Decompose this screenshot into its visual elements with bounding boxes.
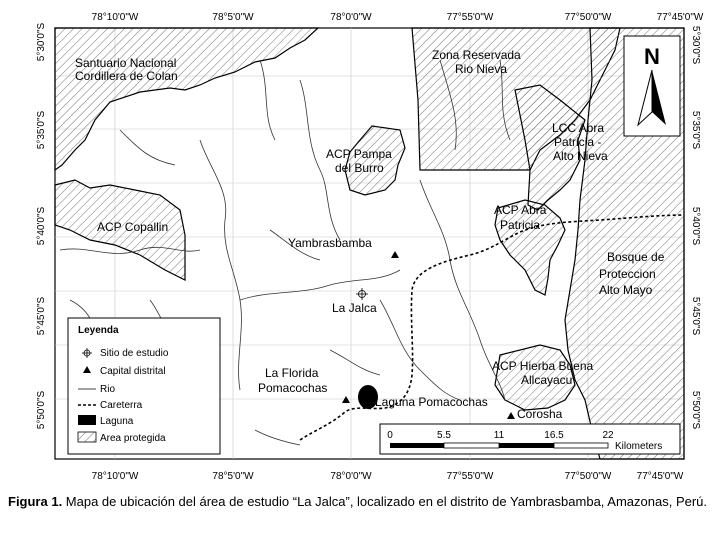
scale-tick-label: 22 [602, 430, 614, 441]
label-pampa-2: del Burro [335, 161, 384, 175]
legend-label-road: Careterra [100, 400, 143, 411]
scale-tick-label: 11 [493, 430, 505, 441]
label-hierba-2: Allcayacu [521, 373, 573, 387]
right-latitude-label: 5°40'0"S [690, 206, 701, 246]
legend-title: Leyenda [78, 325, 119, 336]
label-bosque-3: Alto Mayo [599, 283, 653, 297]
legend-label-river: Rio [100, 384, 116, 395]
bottom-longitude-label: 77°50'0"W [564, 471, 612, 482]
label-lcc-3: Alto Nieva [553, 149, 608, 163]
legend [68, 318, 220, 454]
scale-tick-label: 5.5 [437, 430, 451, 441]
label-copallin: ACP Copallin [97, 220, 169, 234]
label-la-florida-2: Pomacochas [258, 381, 328, 395]
label-laguna-pomacochas: Laguna Pomacochas [375, 395, 488, 409]
scale-unit-label: Kilometers [615, 441, 663, 452]
label-pampa-1: ACP Pampa [326, 147, 392, 161]
label-abra-1: ACP Abra [494, 203, 547, 217]
top-longitude-label: 77°55'0"W [446, 12, 494, 23]
left-latitude-label: 5°45'0"S [36, 296, 47, 336]
label-hierba-1: ACP Hierba Buena [492, 359, 594, 373]
north-arrow [624, 36, 680, 136]
north-arrow-letter: N [644, 44, 660, 69]
left-latitude-label: 5°50'0"S [36, 390, 47, 430]
bottom-longitude-label: 78°0'0"W [330, 471, 372, 482]
label-bosque-2: Proteccion [599, 267, 656, 281]
legend-label-lake: Laguna [100, 416, 134, 427]
label-la-florida-1: La Florida [265, 366, 319, 380]
bottom-longitude-label: 78°10'0"W [91, 471, 139, 482]
bottom-longitude-label: 77°45'0"W [636, 471, 684, 482]
right-latitude-label: 5°35'0"S [690, 110, 701, 150]
label-nieva-1: Zona Reservada [432, 48, 521, 62]
left-latitude-label: 5°35'0"S [36, 110, 47, 150]
legend-label-protected-area: Area protegida [100, 433, 166, 444]
scale-tick-label: 16.5 [544, 430, 564, 441]
label-colan-2: Cordillera de Colan [75, 69, 178, 83]
label-bosque-1: Bosque de [607, 250, 665, 264]
scale-tick-label: 0 [387, 430, 393, 441]
label-nieva-2: Rio Nieva [455, 62, 508, 76]
scale-segment [554, 443, 608, 448]
label-lcc-2: Patricia - [554, 135, 602, 149]
top-longitude-label: 77°45'0"W [656, 12, 704, 23]
left-latitude-label: 5°40'0"S [36, 206, 47, 246]
legend-label-study-site: Sitio de estudio [100, 348, 169, 359]
scale-segment [390, 443, 444, 448]
scale-segment [499, 443, 554, 448]
label-abra-2: Patricia [500, 218, 541, 232]
right-latitude-label: 5°45'0"S [690, 296, 701, 336]
caption-text: Mapa de ubicación del área de estudio “La Jalca”, localizado en el distrito de Yambrasbamba, Amazonas, Perú. [62, 494, 708, 509]
scale-bar [380, 424, 680, 454]
right-latitude-label: 5°50'0"S [690, 390, 701, 430]
right-latitude-label: 5°30'0"S [690, 25, 701, 65]
bottom-longitude-label: 78°5'0"W [212, 471, 254, 482]
top-longitude-label: 78°10'0"W [91, 12, 139, 23]
label-corosha: Corosha [517, 407, 563, 421]
top-longitude-label: 78°5'0"W [212, 12, 254, 23]
label-la-jalca: La Jalca [332, 301, 377, 315]
label-yambrasbamba: Yambrasbamba [288, 236, 372, 250]
label-colan-1: Santuario Nacional [75, 56, 177, 70]
top-longitude-label: 78°0'0"W [330, 12, 372, 23]
legend-label-capital: Capital distrital [100, 366, 166, 377]
legend-lake-icon [78, 415, 96, 425]
figure-caption [8, 493, 708, 510]
left-latitude-label: 5°30'0"S [36, 22, 47, 62]
scale-segment [444, 443, 499, 448]
bottom-longitude-label: 77°55'0"W [446, 471, 494, 482]
caption-label: Figura 1. [8, 494, 63, 509]
top-longitude-label: 77°50'0"W [564, 12, 612, 23]
legend-protected-area-icon [78, 432, 96, 442]
label-lcc-1: LCC Abra [552, 121, 605, 135]
